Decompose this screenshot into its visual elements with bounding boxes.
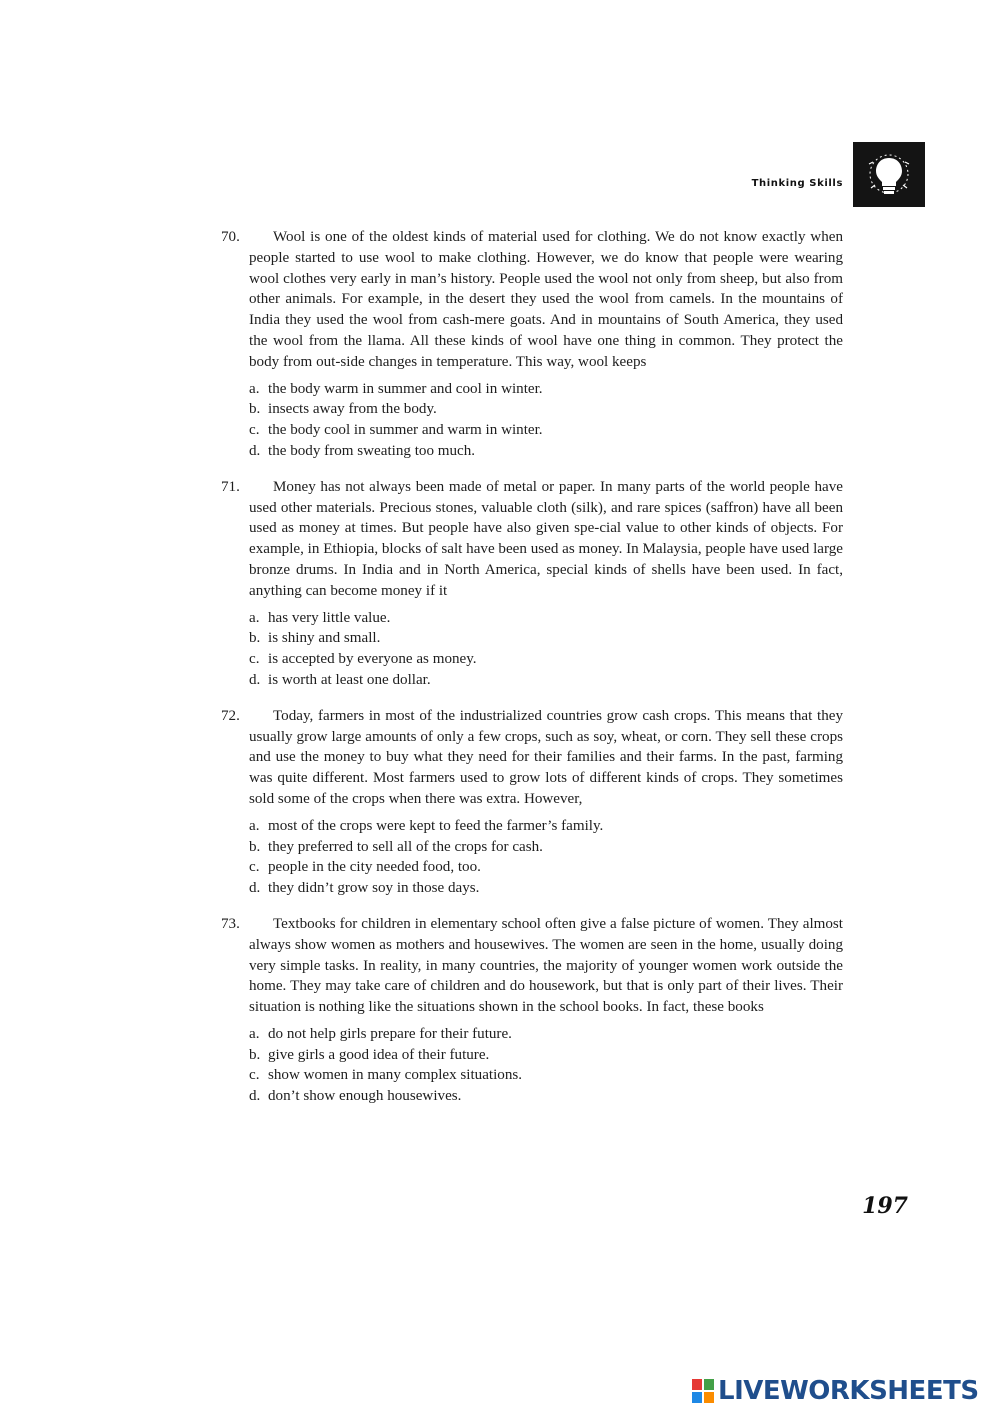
answer-option-a[interactable]: a. has very little value.	[249, 609, 391, 626]
question-71	[221, 477, 843, 691]
answer-option-a[interactable]: a. most of the crops were kept to feed the farmer’s family.	[249, 817, 604, 834]
answer-options	[221, 816, 843, 899]
question-70	[221, 227, 843, 462]
question-number: 71.	[221, 478, 240, 495]
question-passage: Money has not always been made of metal or paper. In many parts of the world people have used other materials. Precious stones, valuable cloth (silk), and rare spices (saffron) have all been used as money at times. But people have also given spe-cial value to other kinds of objects. For example, in Ethiopia, blocks of salt have been used as money. In Malaysia, people have used large bronze drums. In India and in North America, special kinds of shells have been used. In fact, anything can become money if it	[249, 478, 843, 599]
section-header-label: Thinking Skills	[751, 178, 843, 189]
answer-option-c[interactable]: c. show women in many complex situations.	[249, 1067, 523, 1084]
answer-option-d[interactable]: d. they didn’t grow soy in those days.	[249, 880, 480, 897]
answer-options	[221, 379, 843, 462]
page-number: 197	[862, 1193, 908, 1219]
answer-options	[221, 608, 843, 691]
question-passage: Textbooks for children in elementary school often give a false picture of women. They almost always show women as mothers and housewives. The women are seen in the home, usually doing very simple tasks. In reality, in many countries, the majority of younger women work outside the home. They may take care of children and do housework, but that is only part of their lives. Their situation is nothing like the situations shown in the school books. In fact, these books	[249, 915, 843, 1016]
answer-option-a[interactable]: a. do not help girls prepare for their future.	[249, 1025, 512, 1042]
question-passage: Today, farmers in most of the industrialized countries grow cash crops. This means that they usually grow large amounts of only a few crops, such as soy, wheat, or corn. They sell these crops and use the money to buy what they need for their families and their farms. In the past, farming was quite different. Most farmers used to grow lots of different kinds of crops. They sometimes sold some of the crops when there was extra. However,	[249, 707, 843, 807]
watermark-text: LIVEWORKSHEETS	[718, 1376, 979, 1406]
answer-option-b[interactable]: b. give girls a good idea of their future.	[249, 1046, 490, 1063]
answer-option-b[interactable]: b. they preferred to sell all of the crops for cash.	[249, 838, 543, 855]
answer-option-d[interactable]: d. the body from sweating too much.	[249, 442, 476, 459]
question-passage: Wool is one of the oldest kinds of material used for clothing. We do not know exactly when people started to use wool to make clothing. However, we do know that people were wearing wool clothes very early in man’s history. People used the wool not only from sheep, but also from other animals. For example, in the desert they used the wool from camels. In the mountains of India they used the wool from cash-mere goats. And in mountains of South America, they used the wool from the llama. All these kinds of wool have one thing in common. They protect the body from out-side changes in temperature. This way, wool keeps	[249, 229, 843, 370]
question-text	[221, 914, 843, 1018]
answer-option-c[interactable]: c. the body cool in summer and warm in winter.	[249, 422, 543, 439]
liveworksheets-watermark[interactable]	[692, 1376, 979, 1406]
answer-option-c[interactable]: c. people in the city needed food, too.	[249, 859, 481, 876]
question-number: 73.	[221, 915, 240, 932]
question-text	[221, 477, 843, 602]
answer-option-d[interactable]: d. don’t show enough housewives.	[249, 1088, 462, 1105]
liveworksheets-logo-icon	[692, 1379, 714, 1403]
question-73	[221, 914, 843, 1107]
question-text	[221, 227, 843, 373]
question-number: 72.	[221, 707, 240, 724]
answer-option-a[interactable]: a. the body warm in summer and cool in winter.	[249, 380, 543, 397]
question-text	[221, 706, 843, 810]
answer-option-b[interactable]: b. insects away from the body.	[249, 401, 437, 418]
answer-option-b[interactable]: b. is shiny and small.	[249, 630, 381, 647]
question-number: 70.	[221, 229, 240, 245]
answer-options	[221, 1024, 843, 1107]
answer-option-c[interactable]: c. is accepted by everyone as money.	[249, 651, 477, 668]
question-72	[221, 706, 843, 899]
question-list	[221, 227, 843, 1122]
lightbulb-icon	[853, 142, 925, 207]
answer-option-d[interactable]: d. is worth at least one dollar.	[249, 671, 431, 688]
